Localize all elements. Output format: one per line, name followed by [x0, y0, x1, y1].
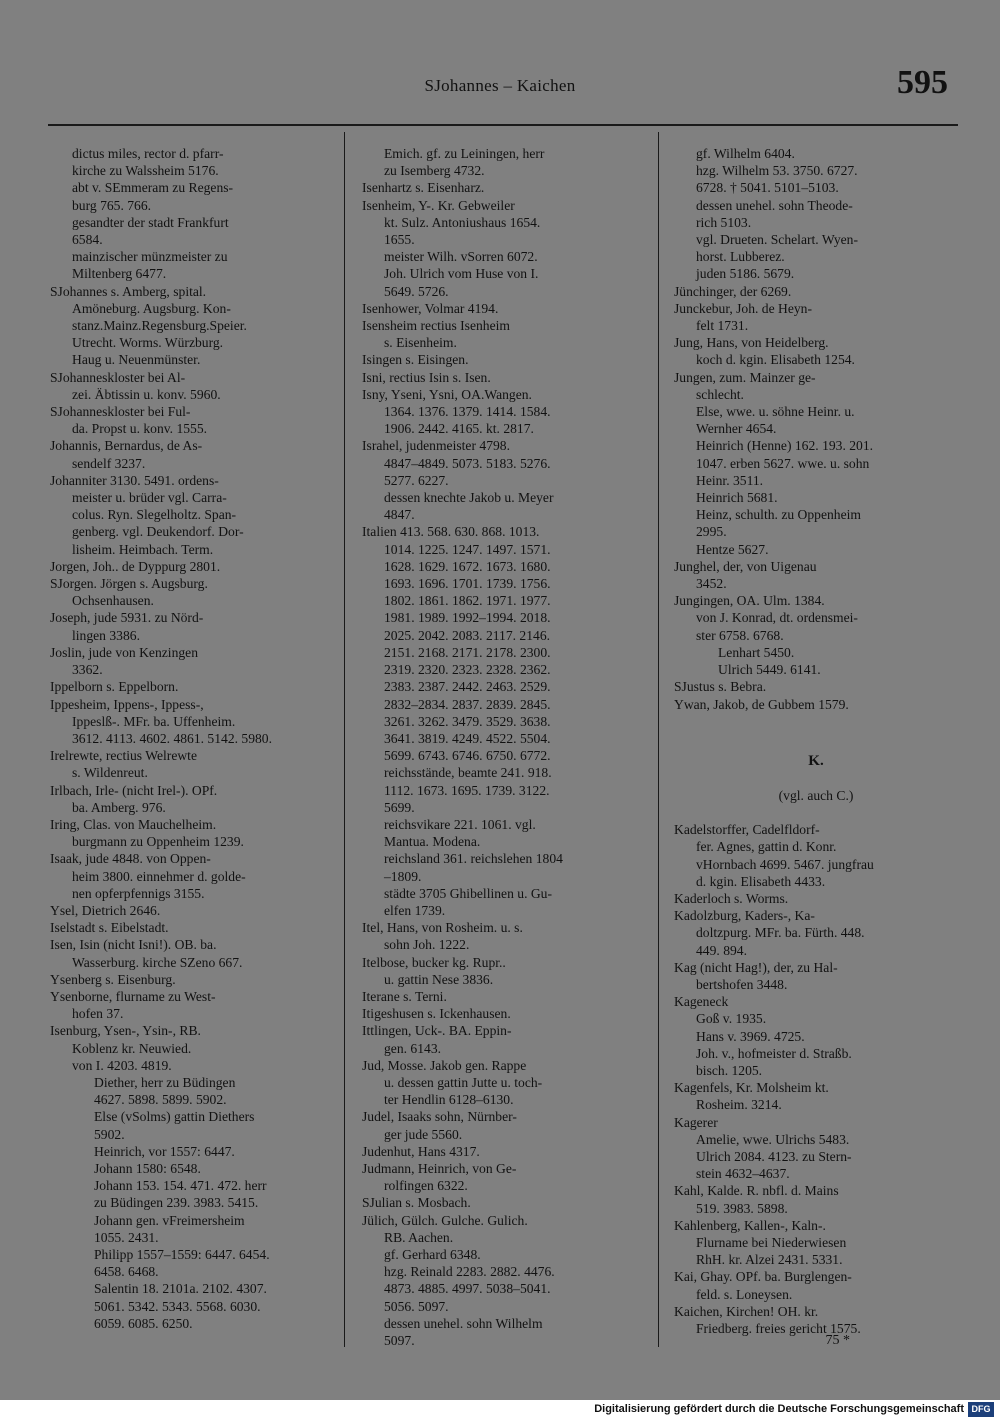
index-line: juden 5186. 5679. [696, 266, 795, 282]
index-line: Heinrich, vor 1557: 6447. [94, 1143, 235, 1159]
index-line: Flurname bei Niederwiesen [696, 1234, 847, 1250]
index-line: reichsstände, beamte 241. 918. [384, 765, 552, 781]
index-line: gesandter der stadt Frankfurt [72, 214, 229, 230]
index-line: Goß v. 1935. [696, 1011, 767, 1027]
index-line: heim 3800. einnehmer d. golde- [72, 868, 246, 884]
index-line: Amöneburg. Augsburg. Kon- [72, 300, 231, 316]
index-line: schlecht. [696, 386, 744, 402]
index-line: 5277. 6227. [384, 472, 449, 488]
index-line: lingen 3386. [72, 627, 140, 643]
header-rule [48, 124, 958, 126]
index-line: 1906. 2442. 4165. kt. 2817. [384, 421, 534, 437]
index-line: Ippesheim, Ippens-, Ippess-, [50, 696, 204, 712]
index-line: 1055. 2431. [94, 1229, 159, 1245]
index-line: Kaderloch s. Worms. [674, 890, 789, 906]
index-line: 4627. 5898. 5899. 5902. [94, 1092, 227, 1108]
index-line: Ulrich 2084. 4123. zu Stern- [696, 1148, 852, 1164]
index-line: 5097. [384, 1333, 415, 1349]
index-line: Isaak, jude 4848. von Oppen- [50, 851, 211, 867]
index-line: 2995. [696, 524, 727, 540]
index-line: stanz.Mainz.Regensburg.Speier. [72, 318, 247, 334]
index-line: 6458. 6468. [94, 1264, 159, 1280]
index-line: fer. Agnes, gattin d. Konr. [696, 839, 837, 855]
index-line: koch d. kgin. Elisabeth 1254. [696, 352, 855, 368]
index-line: meister u. brüder vgl. Carra- [72, 490, 227, 506]
index-line: Jung, Hans, von Heidelberg. [674, 335, 829, 351]
index-line: von J. Konrad, dt. ordensmei- [696, 610, 858, 626]
index-line: Heinrich 5681. [696, 490, 778, 506]
index-line: Ippelborn s. Eppelborn. [50, 679, 179, 695]
index-line: Emich. gf. zu Leiningen, herr [384, 146, 545, 161]
index-line: RhH. kr. Alzei 2431. 5331. [696, 1252, 843, 1268]
column-divider-left [344, 132, 345, 1347]
index-line: RB. Aachen. [384, 1229, 454, 1245]
index-line: 2025. 2042. 2083. 2117. 2146. [384, 627, 551, 643]
index-line: genberg. vgl. Deukendorf. Dor- [72, 524, 244, 540]
index-line: reichsvikare 221. 1061. vgl. [384, 816, 536, 832]
index-line: 2383. 2387. 2442. 2463. 2529. [384, 679, 551, 695]
index-line: Kageneck [674, 994, 729, 1010]
index-line: Joh. v., hofmeister d. Straßb. [696, 1045, 852, 1061]
index-line: Johann 153. 154. 471. 472. herr [94, 1178, 267, 1194]
index-line: Isingen s. Eisingen. [362, 352, 469, 368]
index-line: Kadolzburg, Kaders-, Ka- [674, 908, 815, 924]
index-line: Joseph, jude 5931. zu Nörd- [50, 610, 204, 626]
index-line: 3641. 3819. 4249. 4522. 5504. [384, 730, 551, 746]
index-line: d. kgin. Elisabeth 4433. [696, 873, 826, 889]
index-line: Kag (nicht Hag!), der, zu Hal- [674, 959, 838, 975]
index-line: Iterane s. Terni. [362, 988, 447, 1004]
index-line: Else, wwe. u. söhne Heinr. u. [696, 404, 855, 420]
index-line: 1981. 1989. 1992–1994. 2018. [384, 610, 551, 626]
index-line: 3362. [72, 662, 103, 678]
index-line: meister Wilh. vSorren 6072. [384, 249, 538, 265]
signature-mark: 75 * [825, 1333, 850, 1348]
index-line: Isensheim rectius Isenheim [362, 318, 510, 334]
index-line: Joh. Ulrich vom Huse von I. [384, 266, 539, 282]
index-line: colus. Ryn. Slegelholtz. Span- [72, 507, 237, 523]
index-line: Lenhart 5450. [718, 644, 795, 660]
index-line: Kagerer [674, 1114, 718, 1130]
index-line: von I. 4203. 4819. [72, 1057, 172, 1073]
index-line: Jünchinger, der 6269. [674, 283, 792, 299]
digitization-credit: Digitalisierung gefördert durch die Deutsche Forschungsgemeinschaft [594, 1403, 964, 1415]
index-line: vgl. Drueten. Schelart. Wyen- [696, 232, 859, 248]
index-line: Itel, Hans, von Rosheim. u. s. [362, 920, 523, 936]
index-line: ger jude 5560. [384, 1126, 463, 1142]
index-line: 519. 3983. 5898. [696, 1200, 788, 1216]
index-line: SJorgen. Jörgen s. Augsburg. [50, 576, 208, 592]
page-number: 595 [897, 64, 948, 101]
index-line: Wasserburg. kirche SZeno 667. [72, 954, 243, 970]
index-column-middle [362, 145, 652, 1349]
index-line: Irelrewte, rectius Welrewte [50, 748, 197, 764]
index-line: bisch. 1205. [696, 1062, 763, 1078]
index-line: Mantua. Modena. [384, 834, 481, 850]
index-line: Hentze 5627. [696, 541, 769, 557]
index-line [674, 770, 958, 787]
index-line: Junckebur, Joh. de Heyn- [674, 300, 813, 316]
index-line: 1628. 1629. 1672. 1673. 1680. [384, 558, 551, 574]
index-line: hzg. Wilhelm 53. 3750. 6727. [696, 163, 858, 179]
index-line: vHornbach 4699. 5467. jungfrau [696, 856, 874, 872]
index-line: dessen knechte Jakob u. Meyer [384, 490, 554, 506]
index-line: Wernher 4654. [696, 421, 777, 437]
index-line: Johanniter 3130. 5491. ordens- [50, 472, 219, 488]
index-line: gen. 6143. [384, 1040, 442, 1056]
index-line: ter Hendlin 6128–6130. [384, 1092, 514, 1108]
index-line: Koblenz kr. Neuwied. [72, 1040, 192, 1056]
index-line: Diether, herr zu Büdingen [94, 1074, 236, 1090]
index-line: felt 1731. [696, 318, 749, 334]
index-line: ster 6758. 6768. [696, 627, 784, 643]
index-line: u. dessen gattin Jutte u. toch- [384, 1074, 543, 1090]
index-line: Iring, Clas. von Mauchelheim. [50, 816, 217, 832]
index-line: Junghel, der, von Uigenau [674, 558, 817, 574]
index-line: Itelbose, bucker kg. Rupr.. [362, 954, 506, 970]
index-line: Heinrich (Henne) 162. 193. 201. [696, 438, 874, 454]
index-line: Isen, Isin (nicht Isni!). OB. ba. [50, 937, 217, 953]
index-line: Jungen, zum. Mainzer ge- [674, 369, 816, 385]
index-line: 1364. 1376. 1379. 1414. 1584. [384, 404, 551, 420]
index-line: Ywan, Jakob, de Gubbem 1579. [674, 696, 849, 712]
index-line: Johannis, Bernardus, de As- [50, 438, 203, 454]
index-line: mainzischer münzmeister zu [72, 249, 228, 265]
index-line: Salentin 18. 2101a. 2102. 4307. [94, 1281, 267, 1297]
index-line: dessen unehel. sohn Wilhelm [384, 1315, 543, 1331]
index-line: ba. Amberg. 976. [72, 799, 166, 815]
index-line: Ysel, Dietrich 2646. [50, 902, 161, 918]
index-line: Miltenberg 6477. [72, 266, 167, 282]
index-line: 4847. [384, 507, 415, 523]
index-line: Friedberg. freies gericht 1575. [696, 1321, 861, 1336]
index-line: 2151. 2168. 2171. 2178. 2300. [384, 644, 551, 660]
index-line: rich 5103. [696, 214, 752, 230]
index-line: 449. 894. [696, 942, 747, 958]
index-line: Haug u. Neuenmünster. [72, 352, 201, 368]
index-line: Jungingen, OA. Ulm. 1384. [674, 593, 825, 609]
index-line: 1047. erben 5627. wwe. u. sohn [696, 455, 870, 471]
index-line: 3452. [696, 576, 727, 592]
index-line: Johann gen. vFreimersheim [94, 1212, 245, 1228]
column-divider-right [658, 132, 659, 1347]
index-line: SJulian s. Mosbach. [362, 1195, 471, 1211]
index-line: Isenheim, Y-. Kr. Gebweiler [362, 197, 515, 213]
index-line: hzg. Reinald 2283. 2882. 4476. [384, 1264, 555, 1280]
index-line: sendelf 3237. [72, 455, 146, 471]
index-line: Israhel, judenmeister 4798. [362, 438, 510, 454]
index-line: Ysenborne, flurname zu West- [50, 988, 216, 1004]
index-line: Italien 413. 568. 630. 868. 1013. [362, 524, 540, 540]
index-line: Kahlenberg, Kallen-, Kaln-. [674, 1217, 826, 1233]
index-line: 5699. [384, 799, 415, 815]
index-line: kirche zu Walssheim 5176. [72, 163, 219, 179]
index-line: Else (vSolms) gattin Diethers [94, 1109, 255, 1125]
index-line: horst. Lubberez. [696, 249, 785, 265]
index-line: 4873. 4885. 4997. 5038–5041. [384, 1281, 551, 1297]
index-line: Isny, Yseni, Ysni, OA.Wangen. [362, 386, 532, 402]
index-line: Utrecht. Worms. Würzburg. [72, 335, 224, 351]
index-line: Isni, rectius Isin s. Isen. [362, 369, 491, 385]
index-line: 2832–2834. 2837. 2839. 2845. [384, 696, 551, 712]
index-line: bertshofen 3448. [696, 976, 788, 992]
index-line: Jud, Mosse. Jakob gen. Rappe [362, 1057, 527, 1073]
index-line: 6728. † 5041. 5101–5103. [696, 180, 839, 196]
index-line: (vgl. auch C.) [778, 787, 854, 803]
index-line: Heinr. 3511. [696, 472, 764, 488]
index-line: Kadelstorffer, Cadelfldorf- [674, 822, 820, 838]
index-line: 2319. 2320. 2323. 2328. 2362. [384, 662, 551, 678]
index-line: Philipp 1557–1559: 6447. 6454. [94, 1247, 270, 1262]
index-line: rolfingen 6322. [384, 1178, 468, 1194]
index-line: Rosheim. 3214. [696, 1097, 782, 1113]
index-line: reichsland 361. reichslehen 1804 [384, 851, 563, 867]
index-line: Ochsenhausen. [72, 593, 154, 609]
index-line: Hans v. 3969. 4725. [696, 1028, 805, 1044]
index-line: Irlbach, Irle- (nicht Irel-). OPf. [50, 782, 218, 798]
index-line: zu Isemberg 4732. [384, 163, 485, 179]
index-line: doltzpurg. MFr. ba. Fürth. 448. [696, 925, 865, 941]
index-line: Kahl, Kalde. R. nbfl. d. Mains [674, 1183, 839, 1199]
index-line: 3612. 4113. 4602. 4861. 5142. 5980. [72, 730, 273, 746]
index-line: Isenburg, Ysen-, Ysin-, RB. [50, 1023, 201, 1039]
index-line: u. gattin Nese 3836. [384, 971, 494, 987]
index-line: 1655. [384, 232, 415, 248]
index-line: 1693. 1696. 1701. 1739. 1756. [384, 576, 551, 592]
index-line: Judenhut, Hans 4317. [362, 1143, 480, 1159]
index-line: hofen 37. [72, 1006, 124, 1022]
index-line: 5061. 5342. 5343. 5568. 6030. [94, 1298, 261, 1314]
index-line: SJohanneskloster bei Ful- [50, 404, 191, 420]
index-line: 1802. 1861. 1862. 1971. 1977. [384, 593, 551, 609]
index-line: SJohannes s. Amberg, spital. [50, 283, 207, 299]
index-line: Amelie, wwe. Ulrichs 5483. [696, 1131, 850, 1147]
index-line [674, 804, 958, 821]
index-line: 5902. [94, 1126, 125, 1142]
index-line: Johann 1580: 6548. [94, 1160, 201, 1176]
index-line: Ysenberg s. Eisenburg. [50, 971, 176, 987]
index-line: 1014. 1225. 1247. 1497. 1571. [384, 541, 551, 557]
index-line: Ulrich 5449. 6141. [718, 662, 821, 678]
index-line: dictus miles, rector d. pfarr- [72, 146, 224, 161]
index-line: zei. Äbtissin u. konv. 5960. [72, 386, 221, 402]
index-line: Kai, Ghay. OPf. ba. Burglengen- [674, 1269, 852, 1285]
index-line: SJohanneskloster bei Al- [50, 369, 186, 385]
index-line: Kaichen, Kirchen! OH. kr. [674, 1303, 819, 1319]
index-line: nen opferpfennigs 3155. [72, 885, 205, 901]
index-line: elfen 1739. [384, 902, 446, 918]
index-line: Joslin, jude von Kenzingen [50, 644, 198, 660]
index-line: Ittlingen, Uck-. BA. Eppin- [362, 1023, 512, 1039]
index-line: zu Büdingen 239. 3983. 5415. [94, 1195, 259, 1211]
index-line: 3261. 3262. 3479. 3529. 3638. [384, 713, 551, 729]
index-line: städte 3705 Ghibellinen u. Gu- [384, 885, 553, 901]
index-line: gf. Gerhard 6348. [384, 1247, 481, 1262]
index-line: gf. Wilhelm 6404. [696, 146, 795, 161]
index-line: s. Eisenheim. [384, 335, 457, 351]
index-line: 4847–4849. 5073. 5183. 5276. [384, 455, 551, 471]
index-line: 5056. 5097. [384, 1298, 449, 1314]
index-line: Isenhartz s. Eisenharz. [362, 180, 485, 196]
index-line: abt v. SEmmeram zu Regens- [72, 180, 234, 196]
index-line: Judel, Isaaks sohn, Nürnber- [362, 1109, 517, 1125]
index-line: 6584. [72, 232, 103, 248]
index-line: SJustus s. Bebra. [674, 679, 767, 695]
index-line: burg 765. 766. [72, 197, 152, 213]
index-line: –1809. [384, 868, 422, 884]
index-line: Ippeslß-. MFr. ba. Uffenheim. [72, 713, 236, 729]
index-line: kt. Sulz. Antoniushaus 1654. [384, 214, 541, 230]
index-line: Kagenfels, Kr. Molsheim kt. [674, 1080, 829, 1096]
index-line: feld. s. Loneysen. [696, 1286, 793, 1302]
index-line: burgmann zu Oppenheim 1239. [72, 834, 244, 850]
index-line: sohn Joh. 1222. [384, 937, 470, 953]
index-line: Iselstadt s. Eibelstadt. [50, 920, 169, 936]
index-column-left [50, 145, 338, 1332]
index-line: da. Propst u. konv. 1555. [72, 421, 208, 437]
index-column-right [674, 145, 958, 1337]
index-line: lisheim. Heimbach. Term. [72, 541, 214, 557]
index-line: 6059. 6085. 6250. [94, 1315, 193, 1331]
index-line [674, 713, 958, 753]
index-line: Jülich, Gülch. Gulche. Gulich. [362, 1212, 528, 1228]
index-line: Isenhower, Volmar 4194. [362, 300, 499, 316]
running-head: SJohannes – Kaichen [424, 76, 576, 95]
index-line: dessen unehel. sohn Theode- [696, 197, 853, 213]
dfg-logo: DFG [968, 1402, 994, 1417]
index-line: 5649. 5726. [384, 283, 449, 299]
index-line: Judmann, Heinrich, von Ge- [362, 1160, 517, 1176]
index-line: Itigeshusen s. Ickenhausen. [362, 1006, 511, 1022]
index-line: 1112. 1673. 1695. 1739. 3122. [384, 782, 550, 798]
section-heading: K. [808, 752, 824, 769]
index-line: Jorgen, Joh.. de Dyppurg 2801. [50, 558, 221, 574]
index-line: s. Wildenreut. [72, 765, 148, 781]
index-line: stein 4632–4637. [696, 1166, 790, 1182]
index-line: Heinz, schulth. zu Oppenheim [696, 507, 861, 523]
index-line: 5699. 6743. 6746. 6750. 6772. [384, 748, 551, 764]
